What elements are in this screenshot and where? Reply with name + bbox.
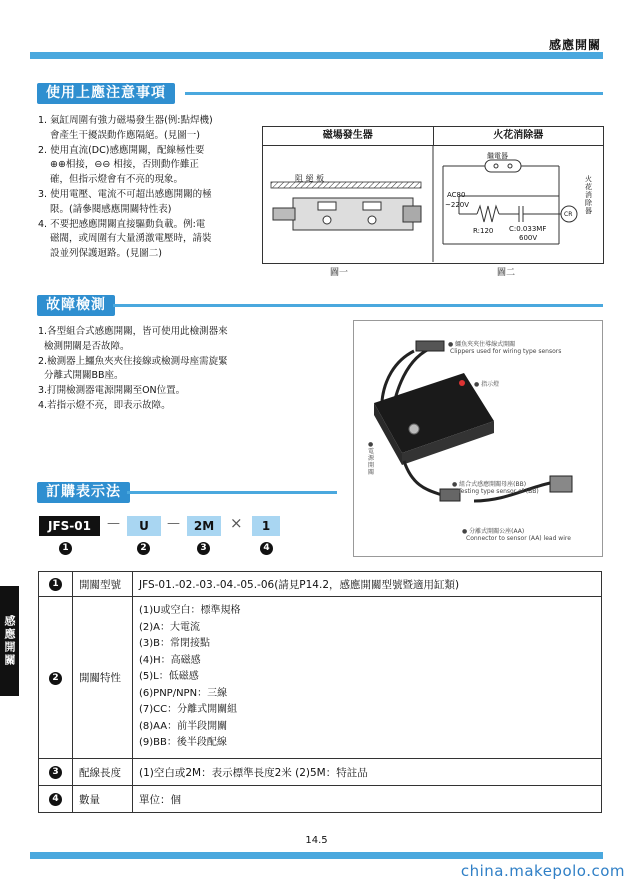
bottom-accent-bar xyxy=(30,852,603,859)
order-code-length: 2M xyxy=(187,516,221,536)
marker-2: 2 xyxy=(137,542,150,555)
feature-item: (1)U或空白：標準規格 xyxy=(139,605,241,617)
row-label: 開關型號 xyxy=(73,572,133,597)
feature-item: (3)B：常閉接點 xyxy=(139,638,211,650)
table-row xyxy=(39,786,602,813)
figure-drawings xyxy=(263,146,603,262)
figure2-caption: 圖二 xyxy=(497,268,516,278)
feature-item: (8)AA：前半段開關 xyxy=(139,720,228,732)
section-title-ordering: 訂購表示法 xyxy=(37,482,130,503)
fault-line: 1.各型組合式感應開關，皆可使用此檢測器來 xyxy=(38,326,228,337)
precaution-line: 確，但指示燈會有不亮的現象。 xyxy=(50,174,184,186)
order-code-type: U xyxy=(127,516,161,536)
order-code-multiply: × xyxy=(230,514,243,532)
socket-label-en: Testing type sensor of (BB) xyxy=(458,488,539,495)
clip-label: ● 鱷魚夾夾住導線式開關 xyxy=(448,341,516,348)
tester-photo xyxy=(353,320,603,557)
row-label: 配線長度 xyxy=(73,759,133,786)
order-code-separator: — xyxy=(107,516,120,531)
page-number: 14.5 xyxy=(305,835,328,846)
capacitor-voltage-label: 600V xyxy=(519,234,538,242)
precaution-line: 限。(請參閱感應開關特性表) xyxy=(50,203,172,215)
relay-label: 繼電器 xyxy=(487,152,508,160)
section-divider xyxy=(113,304,603,307)
fault-line: 2.檢測器上鱷魚夾夾住接線或檢測母座需旋緊 xyxy=(38,355,228,367)
precautions-list xyxy=(38,114,213,262)
feature-item: (2)A：大電流 xyxy=(139,621,201,633)
figure1-header: 磁場發生器 xyxy=(263,127,434,145)
order-code-separator: — xyxy=(167,516,180,531)
precaution-line: ⊕⊕相接，⊖⊖ 相接，否則動作雖正 xyxy=(50,159,199,171)
feature-item: (6)PNP/NPN：三線 xyxy=(139,687,228,699)
precaution-line: 會產生干擾誤動作應隔絕。(見圖一) xyxy=(50,129,200,141)
marker-1: 1 xyxy=(59,542,72,555)
row-value: JFS-01.-02.-03.-04.-05.-06(請見P14.2，感應開關型號暨適用缸類) xyxy=(133,572,602,597)
cr-label: CR xyxy=(564,211,573,218)
ac-range-label: ~220V xyxy=(445,201,470,209)
marker-4: 4 xyxy=(260,542,273,555)
power-switch-label: ● 電源開關 xyxy=(368,441,375,476)
row-value-list xyxy=(133,597,602,759)
precaution-line: 磁閥，或周圍有大量湧激電壓時，請裝 xyxy=(50,233,212,245)
section-divider xyxy=(185,92,603,95)
plug-label: ● 分離式開關公座(AA) xyxy=(462,528,525,535)
table-row xyxy=(39,572,602,597)
figure2-header: 火花消除器 xyxy=(493,130,544,141)
row-number: 2 xyxy=(49,672,62,685)
watermark: china.makepolo.com xyxy=(460,862,625,880)
shield-plate-drawing xyxy=(271,182,421,188)
clip-label-en: Clippers used for wiring type sensors xyxy=(450,348,562,355)
row-value: (1)空白或2M：表示標準長度2米 (2)5M：特註品 xyxy=(133,759,602,786)
resistor-label: R:120 xyxy=(473,227,494,235)
capacitor-label: C:0.033MF xyxy=(509,225,547,233)
table-row xyxy=(39,759,602,786)
table-row xyxy=(39,597,602,759)
socket-label: ● 組合式感應開關母座(BB) xyxy=(452,481,527,488)
order-code-model: JFS-01 xyxy=(39,516,100,536)
cylinder-drawing xyxy=(273,198,421,230)
row-number: 1 xyxy=(49,578,62,591)
fault-line: 4.若指示燈不亮，即表示故障。 xyxy=(38,399,171,411)
figure-box xyxy=(262,126,604,264)
fault-line: 3.打開檢測器電源開關至ON位置。 xyxy=(38,385,186,397)
plug-label-en: Connector to sensor (AA) lead wire xyxy=(466,535,571,542)
feature-item: (9)BB：後半段配線 xyxy=(139,737,227,749)
shield-plate-label: 阻 絕 板 xyxy=(295,174,325,183)
section-title-fault-detection: 故障檢測 xyxy=(37,295,115,316)
fault-detection-list xyxy=(38,325,228,414)
feature-item: (7)CC：分離式開關組 xyxy=(139,704,238,716)
section-divider xyxy=(127,491,337,494)
figure1-caption: 圖一 xyxy=(330,268,349,278)
precaution-line: 2. 使用直流(DC)感應開關，配線極性要 xyxy=(38,144,205,156)
feature-item: (5)L：低磁感 xyxy=(139,671,199,683)
indicator-label: ● 指示燈 xyxy=(474,381,500,388)
precaution-line: 3. 使用電壓、電流不可超出感應開關的極 xyxy=(38,188,212,200)
precaution-line: 1. 氣缸周圍有強力磁場發生器(例:點焊機) xyxy=(38,115,213,126)
side-tab: 感應開關 xyxy=(0,586,19,696)
spec-table xyxy=(38,571,602,813)
figure-header xyxy=(263,127,603,146)
feature-item: (4)H：高磁感 xyxy=(139,654,201,666)
marker-3: 3 xyxy=(197,542,210,555)
tester-illustration xyxy=(354,321,602,556)
order-code-quantity: 1 xyxy=(252,516,280,536)
precaution-line: 設並列保護迴路。(見圖二) xyxy=(50,248,162,260)
fault-line: 檢測開關是否故障。 xyxy=(44,340,130,352)
top-accent-bar xyxy=(30,52,603,59)
row-label: 開關特性 xyxy=(73,597,133,759)
section-title-precautions: 使用上應注意事項 xyxy=(37,83,175,104)
precaution-line: 4. 不要把感應開關直接驅動負載。例:電 xyxy=(38,218,206,230)
row-number: 3 xyxy=(49,766,62,779)
row-number: 4 xyxy=(49,793,62,806)
page-header-title: 感應開關 xyxy=(548,38,601,52)
spark-suppressor-side-label: 火花消除器 xyxy=(585,175,592,215)
row-value: 單位：個 xyxy=(133,786,602,813)
row-label: 數量 xyxy=(73,786,133,813)
fault-line: 分離式開關BB座。 xyxy=(44,370,124,382)
ac-label: AC80 xyxy=(447,191,466,199)
